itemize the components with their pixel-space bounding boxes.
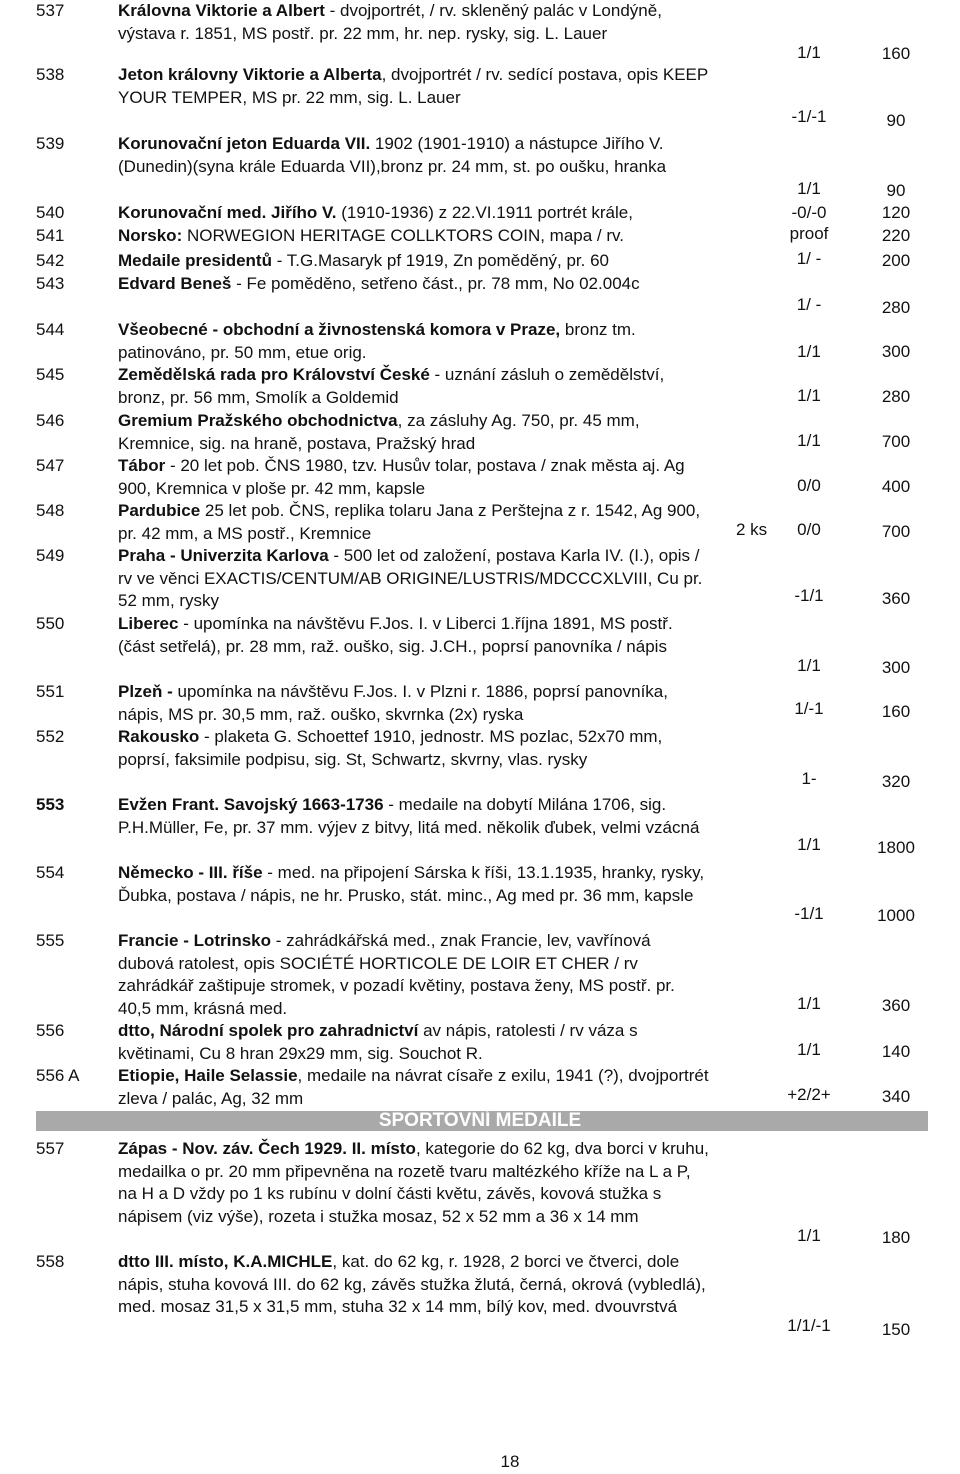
- lot-title: Medaile presidentů: [118, 251, 272, 270]
- lot-number: 556: [36, 1021, 65, 1040]
- lot-number: 549: [36, 546, 65, 565]
- lot-price: 1000: [877, 906, 915, 925]
- lot-price: 700: [881, 522, 911, 541]
- lot-description: [118, 613, 710, 658]
- lot-text: - 500 let od založení, postava Karla IV. (I.), opis / rv ve věnci EXACTIS/CENTUM/AB ORIGINE/LUSTRIS/MDCCCXLVIII, Cu pr. 52 mm, rysky: [118, 546, 703, 610]
- lot-description: [118, 794, 710, 839]
- lot-price: 400: [881, 477, 911, 496]
- lot-title: Liberec: [118, 614, 179, 633]
- lot-title: Francie - Lotrinsko: [118, 931, 272, 950]
- lot-description: [118, 202, 710, 225]
- lot-number: 541: [36, 226, 65, 245]
- lot-text: upomínka na návštěvu F.Jos. I. v Plzni r. 1886, poprsí panovníka, nápis, MS pr. 30,5 mm, raž. ouško, skvrnka (2x) ryska: [118, 682, 668, 724]
- section-title: SPORTOVNÍ MEDAILE: [378, 1110, 582, 1131]
- lot-grade: 1/1: [797, 342, 821, 361]
- lot-text: 1902 (1901-1910) a nástupce Jiřího V.(Dunedin)(syna krále Eduarda VII),bronz pr. 24 mm, st. po oušku, hranka: [118, 134, 667, 176]
- lot-title: Tábor: [118, 456, 166, 475]
- lot-title: Edvard Beneš: [118, 274, 232, 293]
- lot-title: Zápas - Nov. záv. Čech 1929. II. místo: [118, 1139, 416, 1158]
- lot-number: 547: [36, 456, 65, 475]
- lot-price: 120: [881, 203, 911, 222]
- lot-description: [118, 64, 710, 109]
- lot-title: Praha - Univerzita Karlova: [118, 546, 329, 565]
- lot-number: 554: [36, 863, 65, 882]
- lot-description: [118, 250, 710, 273]
- lot-price: 360: [881, 589, 911, 608]
- lot-text: av nápis, ratolesti / rv váza s květinami, Cu 8 hran 29x29 mm, sig. Souchot R.: [118, 1021, 638, 1063]
- lot-note: 2 ks: [736, 520, 768, 539]
- lot-price: 280: [881, 298, 911, 317]
- lot-number: 553: [36, 795, 65, 814]
- lot-title: dtto III. místo, K.A.MICHLE: [118, 1252, 333, 1271]
- lot-price: 200: [881, 251, 911, 270]
- lot-title: Rakousko: [118, 727, 200, 746]
- lot-price: 140: [881, 1042, 911, 1061]
- lot-number: 544: [36, 320, 65, 339]
- lot-description: [118, 225, 710, 248]
- lot-grade: -1/1: [794, 904, 824, 923]
- lot-number: 538: [36, 65, 65, 84]
- lot-title: Královna Viktorie a Albert: [118, 1, 325, 20]
- lot-number: 546: [36, 411, 65, 430]
- lot-price: 90: [886, 181, 906, 200]
- lot-text: , za zásluhy Ag. 750, pr. 45 mm, Kremnice, sig. na hraně, postava, Pražský hrad: [118, 411, 640, 453]
- lot-title: dtto, Národní spolek pro zahradnictví: [118, 1021, 419, 1040]
- lot-number: 539: [36, 134, 65, 153]
- lot-price: 1800: [877, 838, 915, 857]
- lot-grade: 1/1: [797, 431, 821, 450]
- lot-title: Norsko:: [118, 226, 183, 245]
- lot-price: 360: [881, 996, 911, 1015]
- lot-number: 542: [36, 251, 65, 270]
- lot-grade: 1/ -: [796, 249, 822, 268]
- lot-text: , dvojportrét / rv. sedící postava, opis KEEP YOUR TEMPER, MS pr. 22 mm, sig. L. Lauer: [118, 65, 708, 107]
- lot-number: 548: [36, 501, 65, 520]
- lot-price: 300: [881, 342, 911, 361]
- lot-text: , kat. do 62 kg, r. 1928, 2 borci ve čtverci, dole nápis, stuha kovová III. do 62 kg, závěs stužka žlutá, černá, okrová (vybledlá), med. mosaz 31,5 x 31,5 mm, stuha 32 x 14 mm, bílý kov, med. dvouvrstvá: [118, 1252, 706, 1316]
- lot-title: Pardubice: [118, 501, 201, 520]
- lot-title: Evžen Frant. Savojský 1663-1736: [118, 795, 384, 814]
- lot-grade: +2/2+: [787, 1085, 831, 1104]
- lot-description: [118, 726, 710, 771]
- lot-text: NORWEGION HERITAGE COLLKTORS COIN, mapa / rv.: [182, 226, 624, 245]
- lot-text: - dvojportrét, / rv. skleněný palác v Londýně, výstava r. 1851, MS postř. pr. 22 mm, hr. nep. rysky, sig. L. Lauer: [118, 1, 662, 43]
- lot-grade: 1/ -: [796, 295, 822, 314]
- lot-price: 150: [881, 1320, 911, 1339]
- lot-price: 220: [881, 226, 911, 245]
- lot-price: 180: [881, 1228, 911, 1247]
- lot-number: 537: [36, 1, 65, 20]
- lot-text: - med. na připojení Sárska k říši, 13.1.1935, hranky, rysky, Ďubka, postava / nápis, ne hr. Prusko, stát. minc., Ag med pr. 36 mm, kapsle: [118, 863, 705, 905]
- lot-price: 700: [881, 432, 911, 451]
- lot-description: [118, 930, 710, 1020]
- lot-number: 556 A: [36, 1066, 80, 1085]
- lot-title: Gremium Pražského obchodnictva: [118, 411, 398, 430]
- lot-text: - medaile na dobytí Milána 1706, sig. P.H.Müller, Fe, pr. 37 mm. výjev z bitvy, litá med. několik ďubek, velmi vzácná: [118, 795, 700, 837]
- lot-text: - upomínka na návštěvu F.Jos. I. v Liberci 1.října 1891, MS postř. (část setřelá), pr. 28 mm, raž. ouško, sig. J.CH., poprsí panovníka / nápis: [118, 614, 673, 656]
- lot-number: 543: [36, 274, 65, 293]
- lot-text: - Fe poměděno, setřeno část., pr. 78 mm, No 02.004c: [231, 274, 640, 293]
- lot-grade: 1-: [801, 769, 817, 788]
- lot-price: 90: [886, 111, 906, 130]
- lot-grade: 0/0: [797, 520, 821, 539]
- lot-grade: 1/1: [797, 835, 821, 854]
- lot-grade: 1/1: [797, 994, 821, 1013]
- lot-number: 545: [36, 365, 65, 384]
- lot-grade: 1/1/-1: [787, 1316, 831, 1335]
- lot-grade: 1/1: [797, 386, 821, 405]
- lot-price: 160: [881, 702, 911, 721]
- lot-title: Všeobecné - obchodní a živnostenská komora v Praze,: [118, 320, 561, 339]
- lot-text: , medaile na návrat císaře z exilu, 1941 (?), dvojportrét zleva / palác, Ag, 32 mm: [118, 1066, 709, 1108]
- lot-grade: 1/1: [797, 43, 821, 62]
- lot-text: - T.G.Masaryk pf 1919, Zn poměděný, pr. 60: [271, 251, 610, 270]
- lot-description: [118, 133, 710, 178]
- lot-text: (1910-1936) z 22.VI.1911 portrét krále,: [336, 203, 633, 222]
- lot-description: [118, 273, 710, 296]
- lot-text: - uznání zásluh o zemědělství, bronz, pr. 56 mm, Smolík a Goldemid: [118, 365, 665, 407]
- lot-description: [118, 862, 710, 907]
- lot-grade: -1/-1: [791, 107, 827, 126]
- lot-title: Korunovační jeton Eduarda VII.: [118, 134, 371, 153]
- lot-description: [118, 545, 710, 613]
- lot-text: - plaketa G. Schoettef 1910, jednostr. MS pozlac, 52x70 mm, poprsí, faksimile podpisu, sig. St, Schwartz, skvrny, vlas. rysky: [118, 727, 663, 769]
- lot-description: [118, 455, 710, 500]
- lot-description: [118, 410, 710, 455]
- lot-description: [118, 364, 710, 409]
- lot-description: [118, 0, 710, 45]
- page-number: 18: [500, 1452, 520, 1471]
- lot-number: 558: [36, 1252, 65, 1271]
- lot-number: 555: [36, 931, 65, 950]
- lot-grade: proof: [789, 224, 829, 243]
- lot-grade: -1/1: [794, 586, 824, 605]
- lot-text: bronz tm. patinováno, pr. 50 mm, etue orig.: [118, 320, 636, 362]
- lot-grade: -0/-0: [791, 203, 827, 222]
- lot-description: [118, 681, 710, 726]
- lot-price: 300: [881, 658, 911, 677]
- lot-description: [118, 500, 710, 545]
- lot-text: 25 let pob. ČNS, replika tolaru Jana z Perštejna z r. 1542, Ag 900, pr. 42 mm, a MS postř., Kremnice: [118, 501, 701, 543]
- lot-grade: 1/1: [797, 1226, 821, 1245]
- lot-number: 540: [36, 203, 65, 222]
- lot-price: 340: [881, 1087, 911, 1106]
- lot-title: Zemědělská rada pro Království České: [118, 365, 430, 384]
- lot-price: 160: [881, 44, 911, 63]
- lot-description: [118, 1065, 710, 1110]
- lot-title: Korunovační med. Jiřího V.: [118, 203, 337, 222]
- lot-description: [118, 1138, 710, 1228]
- lot-number: 550: [36, 614, 65, 633]
- lot-grade: 1/1: [797, 656, 821, 675]
- lot-description: [118, 1251, 710, 1319]
- lot-text: , kategorie do 62 kg, dva borci v kruhu, medailka o pr. 20 mm připevněna na rozetě tvaru maltézkého kříže na L a P, na H a D vždy po 1 ks rubínu v dolní části květu, závěs, kovová stužka s nápisem (viz výše), rozeta i stužka mosaz, 52 x 52 mm a 36 x 14 mm: [118, 1139, 709, 1226]
- lot-description: [118, 319, 710, 364]
- lot-price: 280: [881, 387, 911, 406]
- lot-title: Německo - III. říše: [118, 863, 263, 882]
- lot-number: 557: [36, 1139, 65, 1158]
- lot-description: [118, 1020, 710, 1065]
- lot-text: - 20 let pob. ČNS 1980, tzv. Husův tolar, postava / znak města aj. Ag 900, Kremnica v ploše pr. 42 mm, kapsle: [118, 456, 685, 498]
- lot-grade: 1/1: [797, 179, 821, 198]
- lot-grade: 0/0: [797, 476, 821, 495]
- lot-number: 552: [36, 727, 65, 746]
- lot-price: 320: [881, 772, 911, 791]
- lot-title: Etiopie, Haile Selassie: [118, 1066, 298, 1085]
- lot-number: 551: [36, 682, 65, 701]
- lot-title: Jeton královny Viktorie a Alberta: [118, 65, 382, 84]
- lot-text: - zahrádkářská med., znak Francie, lev, vavřínová dubová ratolest, opis SOCIÉTÉ HORTICOLE DE LOIR ET CHER / rv zahrádkář zaštipuje stromek, v pozadí květiny, postava ženy, MS postř. pr. 40,5 mm, krásná med.: [118, 931, 675, 1018]
- lot-grade: 1/-1: [794, 699, 824, 718]
- lot-title: Plzeň -: [118, 682, 173, 701]
- lot-grade: 1/1: [797, 1040, 821, 1059]
